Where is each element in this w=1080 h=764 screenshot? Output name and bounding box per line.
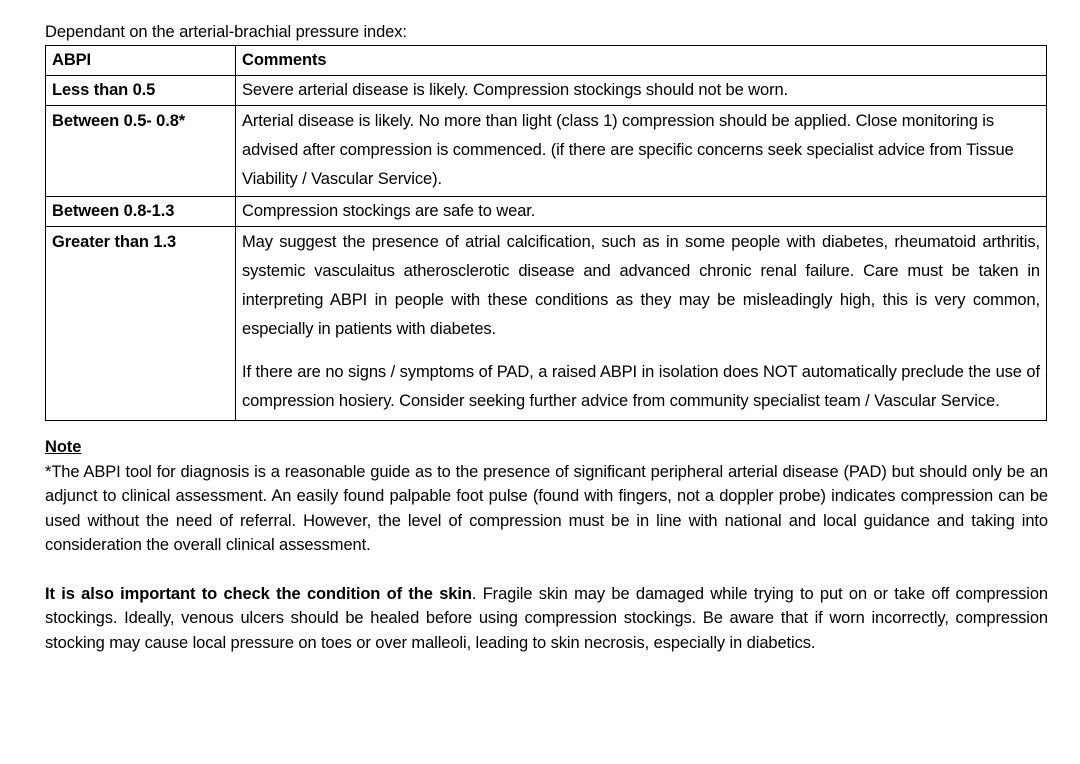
intro-line: Dependant on the arterial-brachial pressure index:: [45, 23, 407, 41]
note-heading: Note: [45, 438, 82, 456]
abpi-comment-cell: [236, 76, 1047, 106]
table-row: [46, 106, 1047, 197]
comment-paragraph: If there are no signs / symptoms of PAD, a raised ABPI in isolation does NOT automatically preclude the use of compression hosiery. Consider seeking further advice from community specialist team / Vascular Service.: [242, 363, 1040, 410]
abpi-range-label: Less than 0.5: [46, 76, 236, 106]
note-section: [45, 435, 1048, 558]
abpi-comment-cell: [236, 227, 1047, 421]
abpi-range-label: Between 0.5- 0.8*: [46, 106, 236, 197]
comment-paragraph: Compression stockings are safe to wear.: [242, 202, 536, 220]
skin-paragraph-lead: It is also important to check the condition of the skin: [45, 584, 472, 603]
skin-paragraph-rest: . Fragile skin may be damaged while trying to put on or take off compression stockings. Ideally, venous ulcers should be healed before using compression stockings. Be aware that if worn incorrectly, compression stocking may cause local pressure on toes or over malleoli, leading to skin necrosis, especially in diabetics.: [45, 584, 1048, 652]
table-row: [46, 76, 1047, 106]
comment-paragraph: Severe arterial disease is likely. Compression stockings should not be worn.: [242, 81, 789, 99]
table-row: [46, 197, 1047, 227]
comment-paragraph: Arterial disease is likely. No more than light (class 1) compression should be applied. Close monitoring is advised after compression is commenced. (if there are specific concerns seek specialist advice from Tissue Viability / Vascular Service).: [242, 112, 1014, 188]
skin-condition-paragraph: [45, 582, 1048, 656]
abpi-comment-cell: [236, 197, 1047, 227]
abpi-range-label: Greater than 1.3: [46, 227, 236, 421]
abpi-reference-table: [45, 45, 1047, 421]
document-page: [45, 22, 1048, 655]
table-header-row: [46, 46, 1047, 76]
column-header-comments: Comments: [236, 46, 1047, 76]
table-row: [46, 227, 1047, 421]
column-header-abpi: ABPI: [46, 46, 236, 76]
comment-paragraph: May suggest the presence of atrial calcification, such as in some people with diabetes, rheumatoid arthritis, systemic vasculaitus atherosclerotic disease and advanced chronic renal failure. Care must be taken in interpreting ABPI in people with these conditions as they may be misleadingly high, this is very common, especially in patients with diabetes.: [242, 233, 1040, 338]
abpi-comment-cell: [236, 106, 1047, 197]
abpi-range-label: Between 0.8-1.3: [46, 197, 236, 227]
note-body-paragraph: *The ABPI tool for diagnosis is a reasonable guide as to the presence of significant peripheral arterial disease (PAD) but should only be an adjunct to clinical assessment. An easily found palpable foot pulse (found with fingers, not a doppler probe) indicates compression can be used without the need of referral. However, the level of compression must be in line with national and local guidance and taking into consideration the overall clinical assessment.: [45, 462, 1048, 554]
